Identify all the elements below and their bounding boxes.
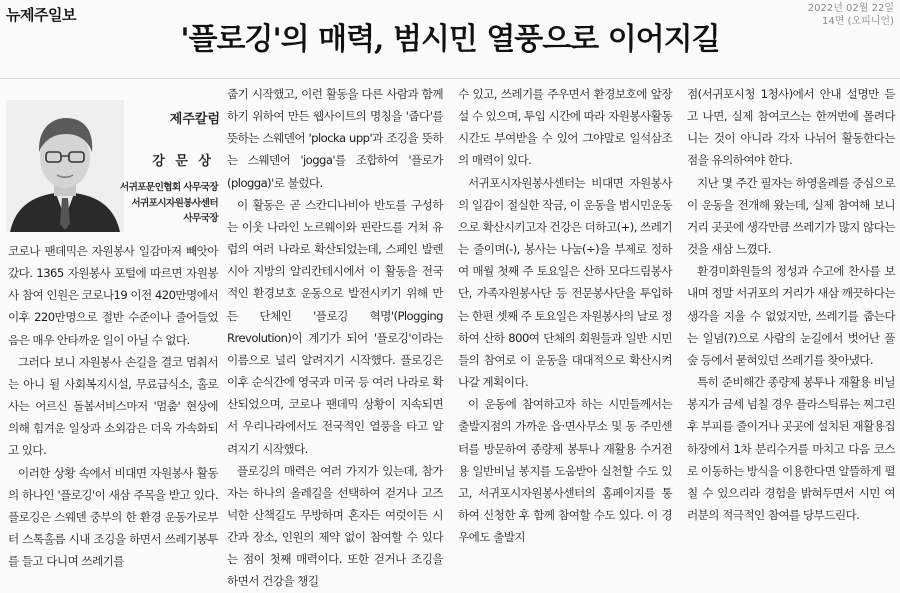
masthead xyxy=(0,0,900,79)
paragraph: 이러한 상황 속에서 비대면 자원봉사 활동의 하나인 '플로깅'이 새삼 주목을 받고 있다. 플로깅은 스웨덴 중부의 한 환경 운동가로부터 스톡홀름 시내 조깅을 하면서 쓰레기봉투를 들고 다니며 쓰레기를 xyxy=(8,465,218,569)
author-title-line: 사무국장 xyxy=(183,213,218,224)
paragraph: 점(서귀포시청 1청사)에서 안내 설명만 듣고 나면, 실제 참여코스는 한꺼번에 몰려다니는 것이 아니라 각자 나뉘어 활동한다는 점을 유의하여야 한다. xyxy=(687,87,895,168)
page-section: 14면 (오피니언) xyxy=(821,16,894,27)
paragraph: 줍기 시작했고, 이런 활동을 다른 사람과 함께 하기 위하여 만든 웹사이트의 명칭을 '줍다'를 뜻하는 스웨덴어 'plocka upp'과 조깅을 뜻하는 스웨덴어 'jogga'를 조합하여 '플로가(plogga)'로 불렀다. xyxy=(227,87,443,190)
article-column-2 xyxy=(227,83,443,589)
author-portrait-icon xyxy=(6,100,124,232)
headline: '플로깅'의 매력, 범시민 열풍으로 이어지길 xyxy=(180,22,720,57)
paragraph: 환경미화원들의 정성과 수고에 찬사를 보내며 정말 서귀포의 거리가 새삼 깨끗하다는 생각을 지울 수 없었지만, 쓰레기를 줍는다는 일념(?)으로 사람의 눈길에서 벗어난 풀숲 등에서 묻혀있던 쓰레기를 찾아냈다. xyxy=(687,264,895,367)
paragraph: 서귀포시자원봉사센터는 비대면 자원봉사의 일감이 절실한 작금, 이 운동을 범시민운동으로 확산시키고자 건강은 더하고(+), 쓰레기는 줄이며(-), 봉사는 나눔(÷)을 부제로 정하여 매월 첫째 주 토요일은 산하 모다드림봉사단, 가족자원봉사단 등 전문봉사단을 투입하는 한편 셋째 주 토요일은 자원봉사의 날로 정하여 산하 800여 단체의 회원들과 일반 시민들의 참여로 이 운동을 대대적으로 확산시켜나갈 계획이다. xyxy=(458,175,672,390)
paragraph: 특히 준비해간 종량제 봉투나 재활용 비닐봉지가 금세 넘칠 경우 플라스틱류는 찌그린 후 부피를 줄이거나 곳곳에 설치된 재활용집하장에서 1차 분리수거를 마치고 다음 코스로 이동하는 방식을 이용한다면 알뜰하게 펼칠 수 있으리라 경험을 밝혀두면서 시민 여러분의 적극적인 참여를 당부드린다. xyxy=(687,375,895,522)
author-titles xyxy=(118,180,218,227)
author-name: 강 문 상 xyxy=(152,154,214,169)
paragraph: 지난 몇 주간 필자는 하영올레를 중심으로 이 운동을 전개해 왔는데, 실제 참여해 보니 거리 곳곳에 생각만큼 쓰레기가 많지 않다는 것을 새삼 느꼈다. xyxy=(687,175,895,257)
paragraph: 이 활동은 곧 스칸디나비아 반도를 구성하는 이웃 나라인 노르웨이와 핀란드를 거쳐 유럽의 여러 나라로 확산되었는데, 스페인 발렌시아 지방의 알리칸테시에서 이 활동을 전국적인 환경보호 운동으로 발전시키기 위해 만든 단체인 '플로깅 혁명'(Plogging Rrevolution)이 계기가 되어 '플로깅'이라는 이름으로 널리 알려지기 시작했다. 플로깅은 이후 순식간에 영국과 미국 등 여러 나라로 확산되었으며, 코로나 팬데믹 상황이 지속되면서 우리나라에서도 전국적인 열풍을 타고 알려지기 시작했다. xyxy=(227,197,443,456)
column-label: 제주칼럼 xyxy=(169,112,220,127)
paragraph: 코로나 팬데믹은 자원봉사 일감마저 빼앗아 갔다. 1365 자원봉사 포털에 따르면 자원봉사 참여 인원은 코로나19 이전 420만명에서 이후 220만명으로 절반 수준이나 줄어들었음은 매우 안타까운 일이 아닐 수 없다. xyxy=(8,244,218,347)
paragraph: 이 운동에 참여하고자 하는 시민들께서는 출발지점의 가까운 읍·면사무소 및 동 주민센터를 방문하여 종량제 봉투나 재활용 수거전용 일반비닐 봉지를 도움받아 실천할 수도 있고, 서귀포시자원봉사센터의 홈페이지를 통하여 신청한 후 함께 참여할 수도 있다. 이 경우에도 출발지 xyxy=(458,397,672,545)
paragraph: 플로깅의 매력은 여러 가지가 있는데, 참가자는 하나의 올레길을 선택하여 걷거나 고즈넉한 산책길도 무방하며 혼자든 여럿이든 시간과 장소, 인원의 제약 없이 참여할 수 있다는 점이 첫째 매력이다. 또한 걷거나 조깅을 하면서 건강을 챙길 xyxy=(227,463,443,589)
article-column-3 xyxy=(458,83,672,550)
newspaper-name: 뉴제주일보 xyxy=(6,6,76,24)
publication-date: 2022년 02월 22일 xyxy=(807,3,894,14)
edition-info xyxy=(808,2,894,28)
article-column-4 xyxy=(687,83,895,550)
author-title-line: 서귀포문인협회 사무국장 xyxy=(119,182,218,193)
author-title-line: 서귀포시자원봉사센터 xyxy=(131,197,218,209)
paragraph: 수 있고, 쓰레기를 주우면서 환경보호에 앞장설 수 있으며, 투입 시간에 따라 자원봉사활동 시간도 부여받을 수 있어 그야말로 일석삼조의 매력이 있다. xyxy=(458,87,672,168)
author-photo xyxy=(6,100,124,232)
paragraph: 그러다 보니 자원봉사 손길을 결코 멈춰서는 아니 될 사회복지시설, 무료급식소, 홀로 사는 어르신 돌봄서비스마저 '멈춤' 현상에 의해 힘겨운 일상과 소외감은 더욱 가속화되고 있다. xyxy=(8,354,218,458)
article-column-1 xyxy=(8,240,218,569)
